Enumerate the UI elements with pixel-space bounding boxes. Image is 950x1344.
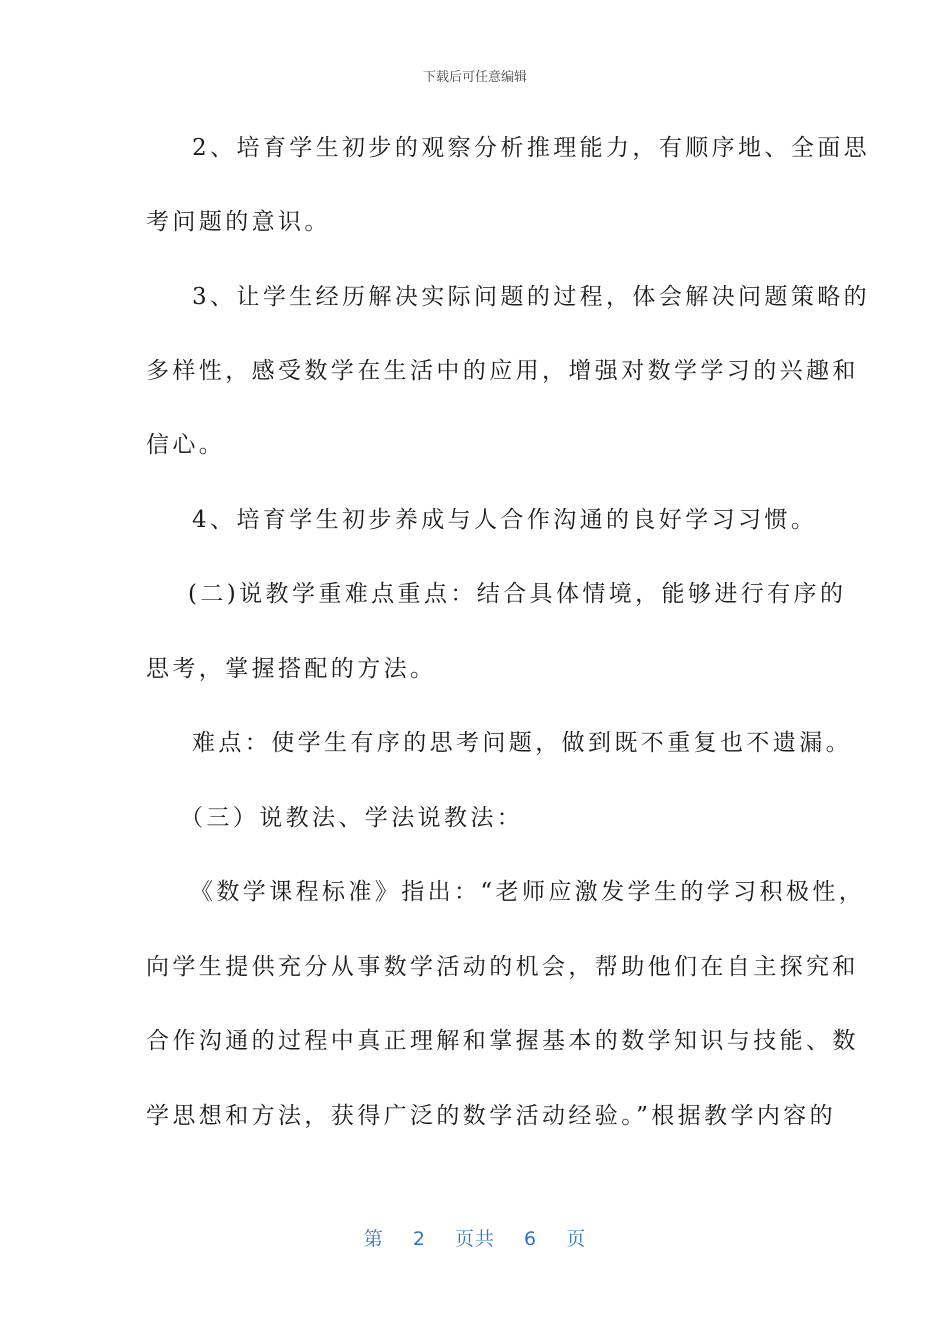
body-line-4 — [0, 356, 950, 386]
body-line-1 — [0, 133, 950, 163]
line-text: 多样性，感受数学在生活中的应用，增强对数学学习的兴趣和 — [146, 358, 859, 384]
body-line-13 — [0, 1026, 950, 1056]
page-current: 2 — [412, 1228, 426, 1250]
page-end: 页 — [566, 1228, 587, 1250]
page-total: 6 — [524, 1228, 538, 1250]
line-text: 信心。 — [146, 432, 226, 458]
line-text: 合作沟通的过程中真正理解和掌握基本的数学知识与技能、数 — [146, 1028, 859, 1054]
body-line-6 — [0, 505, 950, 535]
line-text: 《数学课程标准》指出：“老师应激发学生的学习积极性， — [190, 879, 866, 905]
line-text: 4、培育学生初步养成与人合作沟通的良好学习习惯。 — [192, 507, 818, 533]
line-text: 2、培育学生初步的观察分析推理能力，有顺序地、全面思 — [192, 135, 871, 161]
body-line-2 — [0, 207, 950, 237]
body-line-9 — [0, 728, 950, 758]
line-text: 考问题的意识。 — [146, 209, 331, 235]
body-line-8 — [0, 654, 950, 684]
body-line-11 — [0, 877, 950, 907]
line-text: (二)说教学重难点重点：结合具体情境，能够进行有序的 — [188, 581, 847, 607]
page-footer — [0, 1224, 950, 1251]
body-line-5 — [0, 430, 950, 460]
line-text: 3、让学生经历解决实际问题的过程，体会解决问题策略的 — [192, 284, 871, 310]
line-text: 思考，掌握搭配的方法。 — [146, 656, 437, 682]
body-line-7 — [0, 579, 950, 609]
page-header: 下载后可任意编辑 — [422, 70, 527, 85]
line-text: （三）说教法、学法说教法： — [180, 805, 524, 831]
line-text: 向学生提供充分从事数学活动的机会，帮助他们在自主探究和 — [146, 954, 859, 980]
body-line-3 — [0, 282, 950, 312]
line-text: 难点：使学生有序的思考问题，做到既不重复也不遗漏。 — [192, 730, 852, 756]
page-label: 第 — [363, 1228, 384, 1250]
body-line-14 — [0, 1101, 950, 1131]
body-line-10 — [0, 803, 950, 833]
body-line-12 — [0, 952, 950, 982]
line-text: 学思想和方法，获得广泛的数学活动经验。”根据教学内容的 — [146, 1103, 837, 1129]
page-mid: 页共 — [454, 1228, 495, 1250]
